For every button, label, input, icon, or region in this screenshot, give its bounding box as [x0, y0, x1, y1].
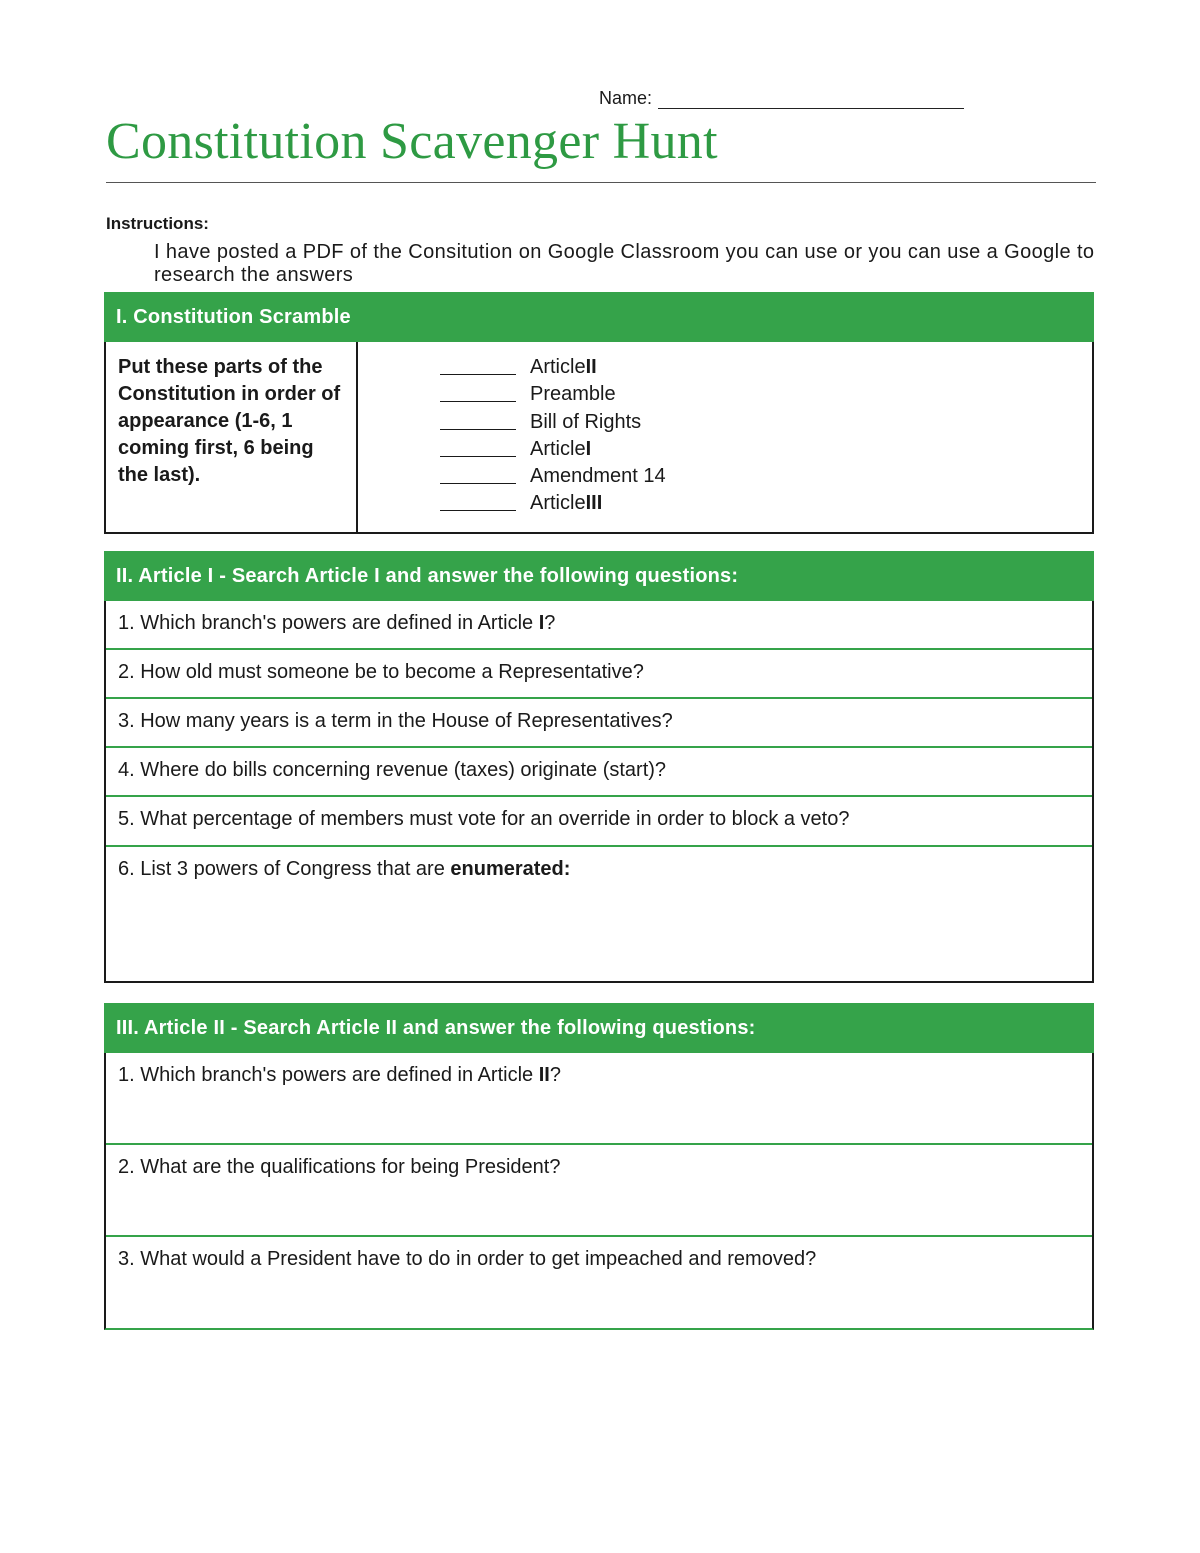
question-row[interactable]: 3. How many years is a term in the House of Representatives? [106, 699, 1092, 748]
scramble-item[interactable]: Article I [440, 436, 666, 463]
section-header: III. Article II - Search Article II and answer the following questions: [104, 1003, 1094, 1053]
name-blank[interactable] [658, 92, 964, 109]
answer-blank[interactable] [440, 436, 516, 457]
scramble-item[interactable]: Article III [440, 490, 666, 517]
instructions-text: I have posted a PDF of the Consitution on Google Classroom you can use or you can use a Google to research the answers [154, 241, 1095, 286]
question-row[interactable]: 2. What are the qualifications for being President? [106, 1145, 1092, 1237]
page-title: Constitution Scavenger Hunt [106, 113, 718, 170]
title-divider [106, 182, 1096, 183]
scramble-item[interactable]: Amendment 14 [440, 463, 666, 490]
question-row[interactable]: 3. What would a President have to do in order to get impeached and removed? [118, 1248, 817, 1270]
question-row[interactable]: 1. Which branch's powers are defined in Article II? [106, 1053, 1092, 1145]
question-row[interactable]: 6. List 3 powers of Congress that are enumerated: [118, 858, 571, 880]
section-constitution-scramble [104, 292, 1094, 534]
answer-blank[interactable] [440, 354, 516, 375]
scramble-item[interactable]: Preamble [440, 381, 666, 408]
answer-blank[interactable] [440, 490, 516, 511]
answer-blank[interactable] [440, 409, 516, 430]
question-row[interactable]: 5. What percentage of members must vote for an override in order to block a veto? [106, 797, 1092, 847]
section-article-2 [104, 1003, 1094, 1330]
scramble-list [358, 342, 666, 532]
name-field[interactable] [599, 88, 964, 109]
answer-blank[interactable] [440, 381, 516, 402]
scramble-prompt: Put these parts of the Constitution in order of appearance (1-6, 1 coming first, 6 being the last). [106, 342, 358, 532]
name-label: Name: [599, 88, 653, 108]
scramble-item[interactable]: Bill of Rights [440, 409, 666, 436]
question-row[interactable]: 4. Where do bills concerning revenue (taxes) originate (start)? [106, 748, 1092, 797]
answer-blank[interactable] [440, 463, 516, 484]
instructions-label: Instructions: [106, 214, 209, 233]
section-header: I. Constitution Scramble [104, 292, 1094, 342]
section-header: II. Article I - Search Article I and answer the following questions: [104, 551, 1094, 601]
scramble-item[interactable]: Article II [440, 354, 666, 381]
question-row[interactable]: 1. Which branch's powers are defined in Article I? [106, 601, 1092, 650]
section-article-1 [104, 551, 1094, 983]
question-row[interactable]: 2. How old must someone be to become a Representative? [106, 650, 1092, 699]
